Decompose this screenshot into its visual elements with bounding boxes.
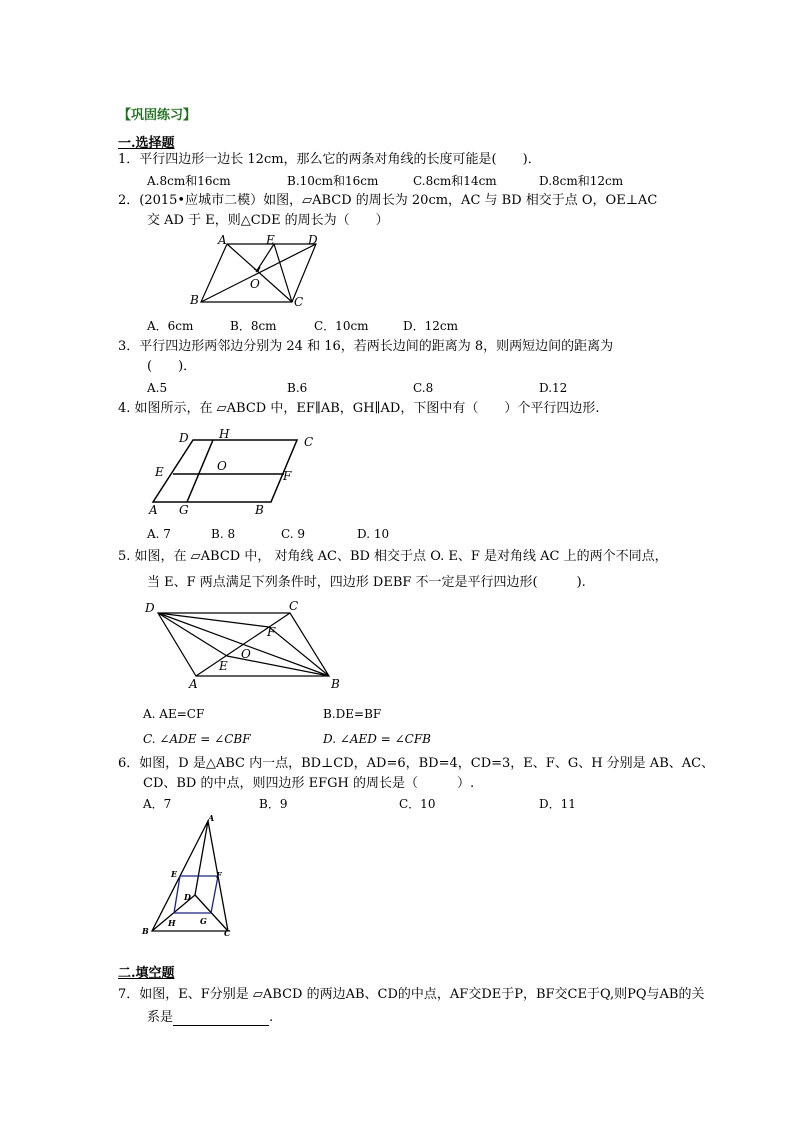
q5-option-c: C. ∠ADE = ∠CBF: [143, 732, 251, 746]
q3-stem-line1: 3．平行四边形两邻边分别为 24 和 16，若两长边间的距离为 8，则两短边间的距离为: [118, 339, 614, 354]
q5-label-f: F: [267, 625, 276, 639]
q5-label-d: D: [145, 601, 155, 615]
q4-label-a: A: [149, 503, 158, 517]
q3-option-b: B.6: [287, 381, 308, 395]
part1-title: 一.选择题: [118, 136, 175, 151]
q2-option-d: D．12cm: [403, 319, 458, 333]
q4-option-a: A. 7: [147, 527, 171, 541]
q6-stem-line1: 6．如图，D 是△ABC 内一点，BD⊥CD，AD=6，BD=4，CD=3，E、F、G、H 分别是 AB、AC、: [118, 756, 715, 771]
q4-option-d: D. 10: [357, 527, 390, 541]
q6-label-f: F: [216, 870, 222, 880]
q2-label-c: C: [294, 295, 304, 309]
q5-label-e: E: [219, 659, 228, 673]
q6-label-c: C: [224, 928, 231, 938]
q4-label-g: G: [179, 503, 189, 517]
q3-option-a: A.5: [147, 381, 168, 395]
q5-label-a: A: [189, 677, 198, 691]
q3-stem-line2: ( )．: [147, 359, 197, 374]
q6-label-a: A: [208, 813, 215, 823]
q2-option-a: A．6cm: [147, 319, 194, 333]
q6-label-h: H: [168, 918, 176, 928]
q6-label-d: D: [184, 892, 191, 902]
q6-label-e: E: [171, 869, 178, 879]
q7-line2-prefix: 系是: [147, 1010, 174, 1025]
q3-option-c: C.8: [413, 381, 434, 395]
q7-stem-line2: [147, 1010, 273, 1026]
q2-label-d: D: [308, 233, 318, 247]
q1-option-a: A.8cm和16cm: [147, 174, 231, 188]
q2-stem-line2: 交 AD 于 E，则△CDE 的周长为（ ）: [147, 213, 389, 228]
q1-option-c: C.8cm和14cm: [413, 174, 497, 188]
q4-stem: 4. 如图所示，在 ▱ABCD 中，EF∥AB，GH∥AD，下图中有（ ）个平行四边形.: [118, 401, 600, 416]
q5-figure: [145, 600, 345, 690]
part2-title: 二.填空题: [118, 966, 175, 981]
q1-option-d: D.8cm和12cm: [539, 174, 624, 188]
q5-label-c: C: [289, 599, 299, 613]
q7-stem-line1: 7．如图，E、F分别是 ▱ABCD 的两边AB、CD的中点，AF交DE于P，BF交CE于Q,则PQ与AB的关: [118, 987, 705, 1002]
q4-option-b: B. 8: [211, 527, 236, 541]
q4-label-c: C: [304, 435, 314, 449]
q4-label-e: E: [155, 465, 164, 479]
q7-answer-blank: [173, 1013, 269, 1026]
q2-label-a: A: [218, 233, 227, 247]
q1-option-b: B.10cm和16cm: [287, 174, 379, 188]
q6-option-a: A．7: [143, 797, 172, 811]
q4-label-b: B: [255, 503, 264, 517]
q6-label-b: B: [142, 926, 149, 936]
q2-option-b: B．8cm: [230, 319, 277, 333]
q6-stem-line2: CD、BD 的中点，则四边形 EFGH 的周长是（ ）.: [143, 776, 475, 791]
q2-label-b: B: [190, 293, 199, 307]
q5-option-b: B.DE=BF: [323, 707, 382, 721]
q5-stem-line1: 5. 如图，在 ▱ABCD 中， 对角线 AC、BD 相交于点 O. E、F 是对角线 AC 上的两个不同点，: [118, 549, 668, 564]
q4-label-h: H: [219, 427, 230, 441]
q1-stem: 1．平行四边形一边长 12cm，那么它的两条对角线的长度可能是( )．: [118, 152, 541, 167]
q6-option-b: B．9: [259, 797, 288, 811]
q5-label-o: O: [241, 647, 251, 661]
q5-label-b: B: [331, 677, 340, 691]
q6-figure: [140, 814, 240, 939]
q2-figure: [188, 232, 328, 312]
q2-option-c: C．10cm: [314, 319, 369, 333]
q5-option-a: A. AE=CF: [143, 707, 205, 721]
q2-stem-line1: 2．(2015•应城市二模）如图，▱ABCD 的周长为 20cm，AC 与 BD 相交于点 O，OE⊥AC: [118, 193, 658, 208]
q2-label-e: E: [266, 233, 275, 247]
q4-label-o: O: [217, 459, 227, 473]
q4-label-f: F: [283, 469, 292, 483]
q2-label-o: O: [250, 277, 260, 291]
q4-figure: [145, 422, 320, 517]
q3-option-d: D.12: [539, 381, 568, 395]
q5-option-d: D. ∠AED = ∠CFB: [323, 732, 431, 746]
q5-stem-line2: 当 E、F 两点满足下列条件时，四边形 DEBF 不一定是平行四边形( ).: [147, 575, 586, 590]
section-title: 【巩固练习】: [118, 108, 197, 123]
q6-option-d: D．11: [539, 797, 576, 811]
q6-label-g: G: [200, 916, 207, 926]
q6-option-c: C．10: [399, 797, 436, 811]
q4-label-d: D: [179, 431, 189, 445]
q4-option-c: C. 9: [281, 527, 306, 541]
q7-line2-suffix: .: [269, 1010, 274, 1025]
